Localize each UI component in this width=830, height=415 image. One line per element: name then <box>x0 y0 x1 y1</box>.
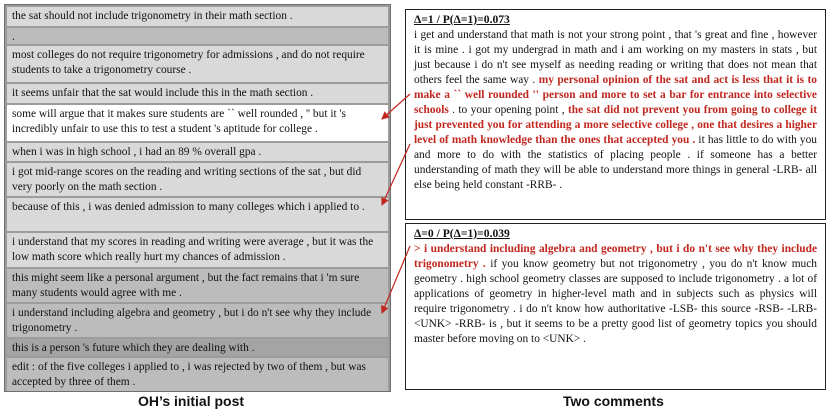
comment-header: Δ=0 / P(Δ=1)=0.039 <box>414 227 510 240</box>
initial-post-panel <box>4 4 391 392</box>
comment-box-delta-1 <box>405 9 826 220</box>
comment-box-delta-0 <box>405 223 826 390</box>
comment-segment: it has little to do with you and more to do with the statistics of placing people . if someone has a better understanding of math they will be able to understand more things in general -LRB- all else being held constant -RRB- . <box>414 134 817 191</box>
caption-two-comments: Two comments <box>563 393 664 409</box>
highlighted-segment: the sat did not prevent you from going to college it just prevented you for attending a more selective college , one that desires a higher level of math knowledge than the ones that accepted you . <box>414 104 817 146</box>
post-sentence-10: this might seem like a personal argument , but the fact remains that i 'm sure many students would agree with me . <box>7 269 388 302</box>
highlighted-segment: > i understand including algebra and geometry , but i do n't see why they include trigonometry . <box>414 243 817 270</box>
post-sentence-6: when i was in high school , i had an 89 % overall gpa . <box>7 143 388 161</box>
comment-header: Δ=1 / P(Δ=1)=0.073 <box>414 13 510 26</box>
caption-initial-post: OH’s initial post <box>138 393 245 409</box>
post-sentence-8: because of this , i was denied admission to many colleges which i applied to . <box>7 198 388 231</box>
post-sentence-11: i understand including algebra and geometry , but i do n't see why they include trigonometry . <box>7 304 388 337</box>
post-sentence-5: some will argue that it makes sure students are `` well rounded , '' but it 's incredibly unfair to use this to test a student 's aptitude for college . <box>7 105 388 141</box>
post-sentence-7: i got mid-range scores on the reading and writing sections of the sat , but did very poorly on the math section . <box>7 163 388 196</box>
comment-body <box>414 28 817 193</box>
post-sentence-13: edit : of the five colleges i applied to , i was rejected by two of them , but was accepted by three of them . <box>7 358 388 391</box>
post-sentence-1: the sat should not include trigonometry in their math section . <box>7 7 388 26</box>
comment-segment: i get and understand that math is not your strong point , that 's great and fine , however it is mine . i got my undergrad in math and i am working on my masters in stats , but just because i do n't see myself as needing reading or writing that does not mean that others feel the same way . <box>414 29 817 86</box>
highlighted-segment: my personal opinion of the sat and act is less that it is to make a `` well rounded '' person and more to set a bar for entrance into selective schools <box>414 74 818 116</box>
post-sentence-4: it seems unfair that the sat would include this in the math section . <box>7 84 388 103</box>
comment-segment: if you know geometry but not trigonometry , you do n't know much geometry . high school geometry classes are supposed to include trigonometry . a lot of applications of geometry in higher-level math and in subjects such as physics will require trigonometry . i do n't know how authoritative -LSB- this source -RSB- -LRB- <UNK> -RRB- is , but it seems to be a pretty good list of geometry topics you should master before moving on to <UNK> . <box>414 258 817 345</box>
post-sentence-3: most colleges do not require trigonometry for admissions , and do not require students to take a trigonometry course . <box>7 46 388 82</box>
post-sentence-2: . <box>7 28 388 44</box>
post-sentence-12: this is a person 's future which they are dealing with . <box>7 339 388 356</box>
comment-body <box>414 242 817 347</box>
comment-segment: . to your opening point , <box>448 104 568 116</box>
post-sentence-9: i understand that my scores in reading and writing were average , but it was the low math score which really hurt my chances of admission . <box>7 233 388 267</box>
